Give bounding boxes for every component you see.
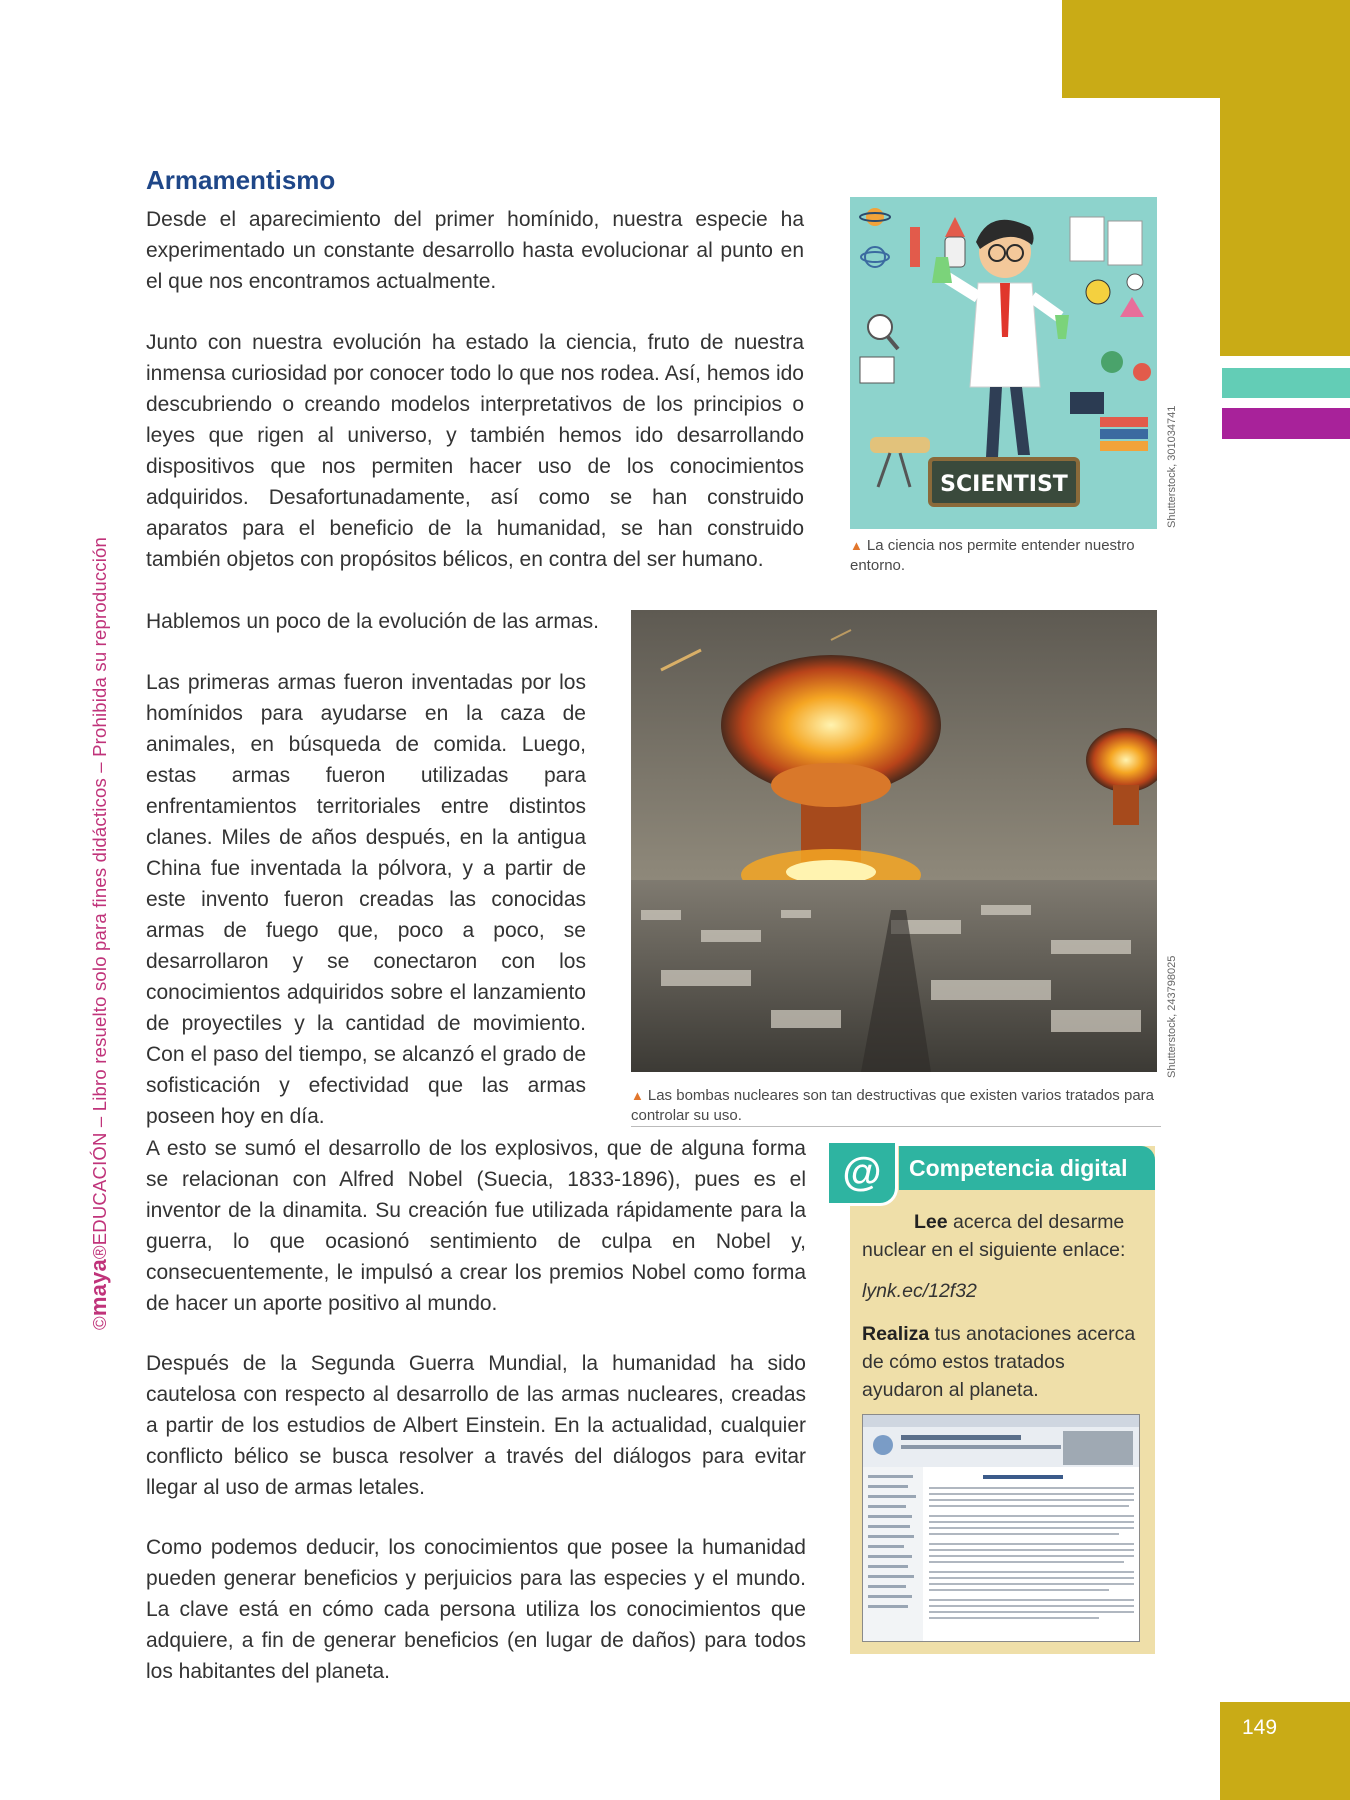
caption-triangle-icon: ▲: [850, 538, 863, 553]
radiation-icon: [1086, 280, 1110, 304]
magenta-margin-tab: [1222, 408, 1350, 439]
paragraph-conclusion: Como podemos deducir, los conocimientos que posee la humanidad pueden generar beneficios y perjuicios para las especies y el mundo. La clave está en cómo cada persona utiliza los conocimientos que adquiere, a fin de generar beneficios (en lugar de daños) para todos los habitantes del planeta.: [146, 1536, 806, 1683]
competencia-link[interactable]: lynk.ec/12f32: [862, 1280, 977, 1302]
chalkboard-text: SCIENTIST: [940, 472, 1068, 497]
laptop-icon: [1070, 392, 1104, 414]
scientist-illustration: [850, 197, 1157, 529]
competencia-title: Competencia digital: [909, 1155, 1128, 1181]
registered-symbol: ®: [89, 1245, 110, 1260]
realiza-label: Realiza: [862, 1323, 930, 1345]
competencia-read-instruction: [862, 1208, 1142, 1264]
nuclear-image-caption: [631, 1086, 1161, 1127]
paragraph-explosives: A esto se sumó el desarrollo de los explosivos, que de alguna forma se relacionan con Alfred Nobel (Suecia, 1833-1896), pues es el inventor de la dinamita. Su creación fue utilizada rápidamente para la guerra, lo que ocasionó sentimiento de culpa en Nobel y, consecuentemente, le impulsó a crear los premios Nobel como forma de hacer un aporte positivo al mundo.: [146, 1137, 806, 1315]
gold-corner-bar: [1062, 0, 1350, 98]
at-sign-icon: @: [826, 1140, 898, 1206]
website-screenshot-thumbnail: [862, 1414, 1140, 1642]
brand-logo: maya: [86, 1259, 111, 1317]
books-icon: [1100, 417, 1148, 427]
page-number: 149: [1242, 1716, 1278, 1739]
realiza-text: tus anotaciones acerca de cómo estos tratados ayudaron al planeta.: [862, 1323, 1136, 1401]
caption-triangle-icon: ▲: [631, 1088, 644, 1103]
scientist-image-credit: Shutterstock, 301034741: [1166, 405, 1178, 528]
nuclear-caption-text: Las bombas nucleares son tan destructivas que existen varios tratados para controlar su uso.: [631, 1087, 1154, 1124]
document-icon: [1070, 217, 1104, 261]
planet-icon: [866, 208, 884, 226]
paragraph-science: Junto con nuestra evolución ha estado la ciencia, fruto de nuestra inmensa curiosidad por conocer todo lo que nos rodea. Así, hemos ido descubriendo o creando modelos interpretativos de los principios o leyes que rigen al universo, y también hemos ido desarrollando dispositivos que nos permiten hacer uso de los conocimientos adquiridos. Desafortunadamente, así como se han construido aparatos para el beneficio de la humanidad, se han construido también objetos con propósitos bélicos, en contra del ser humano.: [146, 331, 804, 571]
competencia-task-instruction: [862, 1320, 1142, 1404]
paragraph-weapons-intro: Hablemos un poco de la evolución de las armas.: [146, 610, 599, 633]
glasses-icon: [860, 357, 894, 383]
section-heading: Armamentismo: [146, 165, 336, 195]
website-thumbnail-svg: [863, 1415, 1140, 1642]
nuclear-photo-svg: [631, 610, 1157, 1072]
nuclear-explosion-photo: [631, 610, 1157, 1072]
page-number-tab: [1220, 1702, 1350, 1800]
lee-text: acerca del desarme nuclear en el siguiente enlace:: [862, 1211, 1126, 1261]
lee-label: Lee: [914, 1211, 948, 1233]
paragraph-intro: Desde el aparecimiento del primer homínido, nuestra especie ha experimentado un constante desarrollo hasta evolucionar al punto en el que nos encontramos actualmente.: [146, 208, 804, 293]
copyright-symbol: ©: [89, 1316, 110, 1330]
telescope-icon: [870, 437, 930, 453]
scientist-illustration-svg: [850, 197, 1157, 529]
magnifier-icon: [868, 315, 892, 339]
gold-margin-bar: [1220, 98, 1350, 356]
scientist-image-caption: [850, 536, 1140, 576]
teal-margin-tab: [1222, 368, 1350, 398]
paragraph-nuclear: Después de la Segunda Guerra Mundial, la humanidad ha sido cautelosa con respecto al desarrollo de las armas nucleares, creadas a partir de los estudios de Albert Einstein. En la actualidad, cualquier conflicto bélico se busca resolver a través del diálogos para evitar llegar al uso de armas letales.: [146, 1352, 806, 1499]
dna-icon: [910, 227, 920, 267]
scientist-caption-text: La ciencia nos permite entender nuestro entorno.: [850, 537, 1135, 574]
globe-icon: [1101, 351, 1123, 373]
copyright-side-note: [86, 537, 112, 1330]
apple-icon: [1133, 363, 1151, 381]
nuclear-image-credit: Shutterstock, 243798025: [1166, 955, 1178, 1078]
side-note-text: EDUCACIÓN – Libro resuelto solo para fines didácticos – Prohibida su reproducción: [89, 536, 110, 1246]
paragraph-first-weapons: Las primeras armas fueron inventadas por los homínidos para ayudarse en la caza de animales, en búsqueda de comida. Luego, estas armas fueron utilizadas para enfrentamientos territoriales entre distintos clanes. Miles de años después, en la antigua China fue inventada la pólvora, y a partir de este invento fueron creadas las conocidas armas de fuego que, poco a poco, se desarrollaron y se conectaron con los conocimientos adquiridos sobre el lanzamiento de proyectiles y la cantidad de movimiento. Con el paso del tiempo, se alcanzó el grado de sofisticación y efectividad que las armas poseen hoy en día.: [146, 671, 586, 1128]
